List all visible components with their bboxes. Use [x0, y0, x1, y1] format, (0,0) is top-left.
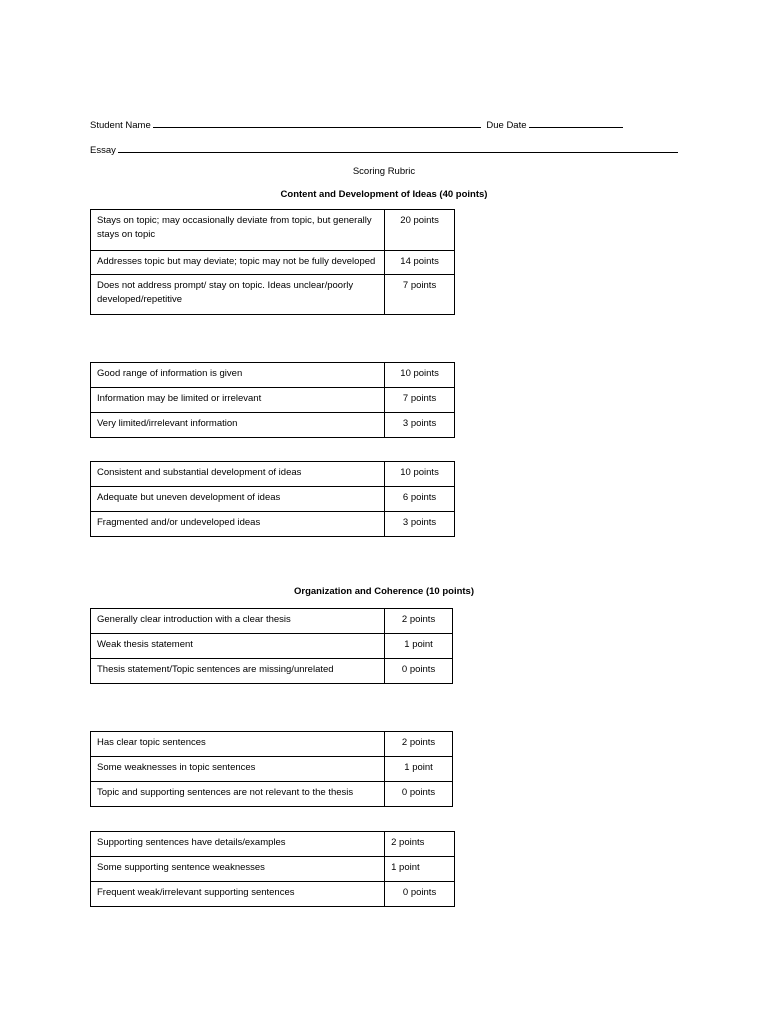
rubric-table [90, 608, 453, 684]
table-row [91, 659, 453, 684]
criterion-cell: Frequent weak/irrelevant supporting sentences [91, 882, 385, 907]
student-name-row [90, 117, 626, 131]
table-row [91, 732, 453, 757]
essay-blank[interactable] [118, 142, 678, 153]
table-row [91, 882, 455, 907]
criterion-cell: Very limited/irrelevant information [91, 413, 385, 438]
due-date-blank[interactable] [529, 117, 623, 128]
criterion-cell: Thesis statement/Topic sentences are missing/unrelated [91, 659, 385, 684]
table-row [91, 413, 455, 438]
essay-label: Essay [90, 145, 116, 156]
section-heading-content: Content and Development of Ideas (40 points) [280, 189, 488, 200]
section-heading-organization: Organization and Coherence (10 points) [294, 586, 474, 597]
points-cell: 14 points [385, 251, 455, 275]
table-row [91, 757, 453, 782]
criterion-cell: Some weaknesses in topic sentences [91, 757, 385, 782]
table-row [91, 487, 455, 512]
rubric-table [90, 831, 455, 907]
student-name-blank[interactable] [153, 117, 481, 128]
criterion-cell: Topic and supporting sentences are not relevant to the thesis [91, 782, 385, 807]
table-row [91, 462, 455, 487]
criterion-cell: Some supporting sentence weaknesses [91, 857, 385, 882]
due-date-label: Due Date [486, 120, 527, 131]
table-row [91, 210, 455, 251]
points-cell: 0 points [385, 782, 453, 807]
points-cell: 20 points [385, 210, 455, 251]
points-cell: 7 points [385, 388, 455, 413]
points-cell: 0 points [385, 659, 453, 684]
points-cell: 0 points [385, 882, 455, 907]
points-cell: 10 points [385, 363, 455, 388]
criterion-cell: Generally clear introduction with a clear thesis [91, 609, 385, 634]
criterion-cell: Adequate but uneven development of ideas [91, 487, 385, 512]
criterion-cell: Addresses topic but may deviate; topic may not be fully developed [91, 251, 385, 275]
criterion-cell: Information may be limited or irrelevant [91, 388, 385, 413]
criterion-cell: Weak thesis statement [91, 634, 385, 659]
points-cell: 1 point [385, 634, 453, 659]
points-cell: 6 points [385, 487, 455, 512]
table-row [91, 388, 455, 413]
points-cell: 1 point [385, 857, 455, 882]
criterion-cell: Does not address prompt/ stay on topic. Ideas unclear/poorly developed/repetitive [91, 275, 385, 315]
criterion-cell: Has clear topic sentences [91, 732, 385, 757]
rubric-table [90, 209, 455, 315]
points-cell: 2 points [385, 832, 455, 857]
table-row [91, 512, 455, 537]
table-row [91, 275, 455, 315]
rubric-table [90, 362, 455, 438]
points-cell: 10 points [385, 462, 455, 487]
criterion-cell: Stays on topic; may occasionally deviate from topic, but generally stays on topic [91, 210, 385, 251]
points-cell: 1 point [385, 757, 453, 782]
criterion-cell: Good range of information is given [91, 363, 385, 388]
table-row [91, 251, 455, 275]
points-cell: 2 points [385, 732, 453, 757]
criterion-cell: Fragmented and/or undeveloped ideas [91, 512, 385, 537]
table-row [91, 634, 453, 659]
table-row [91, 363, 455, 388]
table-row [91, 832, 455, 857]
table-row [91, 782, 453, 807]
points-cell: 7 points [385, 275, 455, 315]
criterion-cell: Consistent and substantial development of ideas [91, 462, 385, 487]
rubric-table [90, 731, 453, 807]
rubric-table [90, 461, 455, 537]
points-cell: 3 points [385, 413, 455, 438]
table-row [91, 857, 455, 882]
points-cell: 3 points [385, 512, 455, 537]
table-row [91, 609, 453, 634]
criterion-cell: Supporting sentences have details/examples [91, 832, 385, 857]
page-title: Scoring Rubric [352, 166, 416, 177]
essay-row [90, 142, 681, 156]
points-cell: 2 points [385, 609, 453, 634]
student-name-label: Student Name [90, 120, 151, 131]
